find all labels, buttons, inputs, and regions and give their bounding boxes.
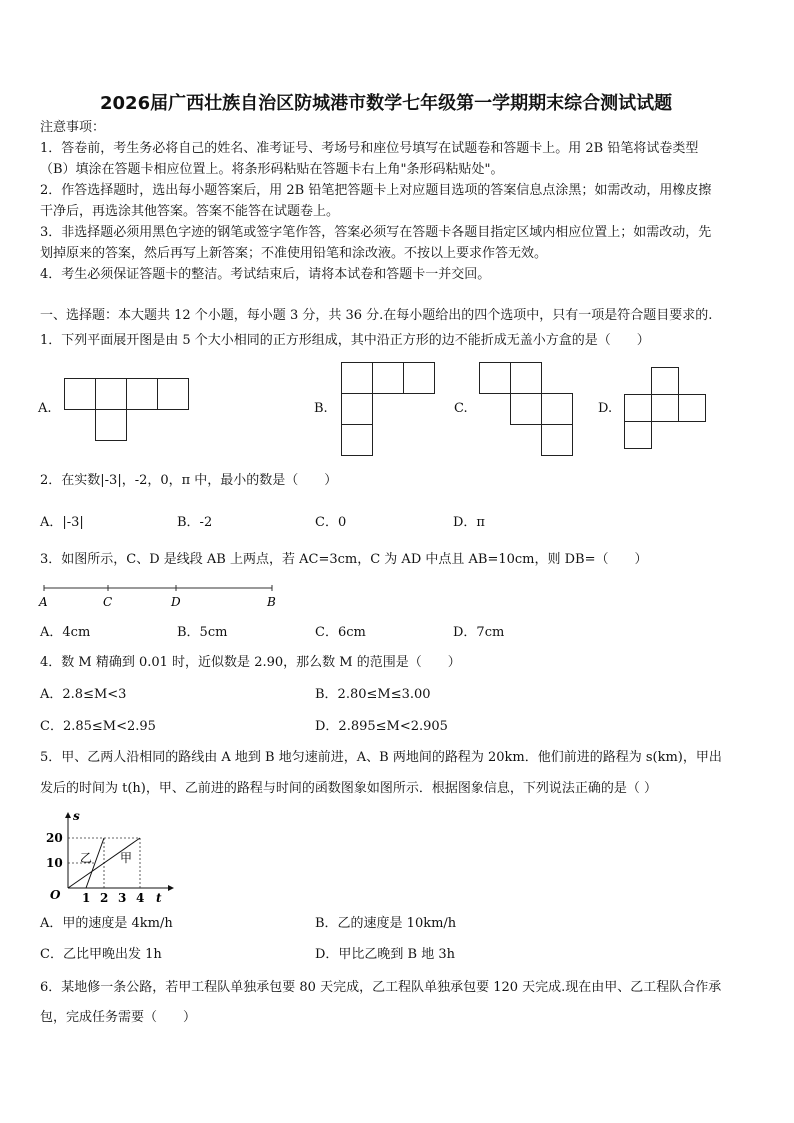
q4-option-b: B．2.80≤M≤3.00	[315, 687, 431, 702]
question-5-stem-line2: 发后的时间为 t(h)，甲、乙前进的路程与时间的函数图象如图所示．根据图象信息，下列说法正确的是（ ）	[40, 781, 658, 796]
question-3-stem: 3．如图所示，C、D 是线段 AB 上两点，若 AC=3cm，C 为 AD 中点且 AB=10cm，则 DB=（ ）	[40, 552, 648, 567]
q1-option-d-label: D.	[598, 401, 613, 416]
x-tick-2: 2	[100, 891, 109, 905]
x-tick-4: 4	[136, 891, 145, 905]
q2-option-d: D．π	[453, 515, 485, 530]
y-tick-20: 20	[46, 831, 63, 845]
notice-line: 干净后，再选涂其他答案。答案不能答在试题卷上。	[40, 204, 340, 219]
q5-option-d: D．甲比乙晚到 B 地 3h	[315, 947, 456, 962]
point-b-label: B	[267, 595, 276, 609]
q4-option-d: D．2.895≤M<2.905	[315, 719, 448, 734]
q1-net-a	[64, 378, 190, 442]
q3-segment-figure	[36, 582, 286, 612]
y-tick-10: 10	[46, 856, 63, 870]
q3-option-c: C．6cm	[315, 625, 366, 640]
q1-net-d	[624, 367, 708, 451]
notice-line: （B）填涂在答题卡相应位置上。将条形码粘贴在答题卡右上角"条形码粘贴处"。	[40, 162, 504, 177]
notice-line: 1．答卷前，考生务必将自己的姓名、准考证号、考场号和座位号填写在试题卷和答题卡上。用 2B 铅笔将试卷类型	[40, 141, 699, 156]
q5-option-a: A．甲的速度是 4km/h	[40, 916, 173, 931]
q2-option-b: B．-2	[177, 515, 213, 530]
question-2-stem: 2．在实数|-3|，-2，0，π 中，最小的数是（ ）	[40, 473, 338, 488]
notice-line: 划掉原来的答案，然后再写上新答案；不准使用铅笔和涂改液。不按以上要求作答无效。	[40, 246, 548, 261]
x-tick-1: 1	[82, 891, 91, 905]
q5-distance-time-graph	[40, 808, 180, 908]
t-axis-label: t	[156, 891, 162, 905]
x-tick-3: 3	[118, 891, 127, 905]
question-4-stem: 4．数 M 精确到 0.01 时，近似数是 2.90，那么数 M 的范围是（ ）	[40, 655, 461, 670]
notice-line: 3．非选择题必须用黑色字迹的钢笔或签字笔作答，答案必须写在答题卡各题目指定区域内相应位置上；如需改动，先	[40, 225, 712, 240]
q1-net-b	[341, 362, 436, 457]
line-jia-label: 甲	[120, 851, 133, 865]
q1-option-a-label: A.	[38, 401, 52, 416]
question-6-stem-line2: 包，完成任务需要（ ）	[40, 1010, 197, 1025]
point-d-label: D	[171, 595, 181, 609]
s-axis-label: s	[73, 809, 80, 823]
section-heading: 一、选择题：本大题共 12 个小题，每小题 3 分，共 36 分.在每小题给出的四个选项中，只有一项是符合题目要求的.	[40, 308, 713, 323]
question-1-stem: 1．下列平面展开图是由 5 个大小相同的正方形组成，其中沿正方形的边不能折成无盖小方盒的是（ ）	[40, 333, 650, 348]
line-yi-label: 乙	[80, 851, 93, 865]
notice-line: 4．考生必须保证答题卡的整洁。考试结束后，请将本试卷和答题卡一并交回。	[40, 267, 491, 282]
page-title: 2026届广西壮族自治区防城港市数学七年级第一学期期末综合测试试题	[100, 93, 673, 114]
q1-net-c	[479, 362, 574, 457]
q3-option-d: D．7cm	[453, 625, 505, 640]
q3-option-a: A．4cm	[40, 625, 91, 640]
q2-option-a: A．|-3|	[40, 515, 84, 530]
origin-label: O	[50, 888, 61, 902]
q5-option-c: C．乙比甲晚出发 1h	[40, 947, 162, 962]
question-6-stem-line1: 6．某地修一条公路，若甲工程队单独承包要 80 天完成，乙工程队单独承包要 120 天完成.现在由甲、乙工程队合作承	[40, 980, 722, 995]
point-a-label: A	[39, 595, 48, 609]
point-c-label: C	[103, 595, 113, 609]
q2-option-c: C．0	[315, 515, 347, 530]
q4-option-a: A．2.8≤M<3	[40, 687, 127, 702]
q3-option-b: B．5cm	[177, 625, 228, 640]
notice-heading: 注意事项：	[40, 120, 106, 135]
q1-option-b-label: B.	[314, 401, 328, 416]
question-5-stem-line1: 5．甲、乙两人沿相同的路线由 A 地到 B 地匀速前进，A、B 两地间的路程为 20km．他们前进的路程为 s(km)，甲出	[40, 750, 722, 765]
q5-option-b: B．乙的速度是 10km/h	[315, 916, 457, 931]
q1-option-c-label: C.	[454, 401, 468, 416]
q4-option-c: C．2.85≤M<2.95	[40, 719, 156, 734]
notice-line: 2．作答选择题时，选出每小题答案后，用 2B 铅笔把答题卡上对应题目选项的答案信息点涂黑；如需改动，用橡皮擦	[40, 183, 712, 198]
